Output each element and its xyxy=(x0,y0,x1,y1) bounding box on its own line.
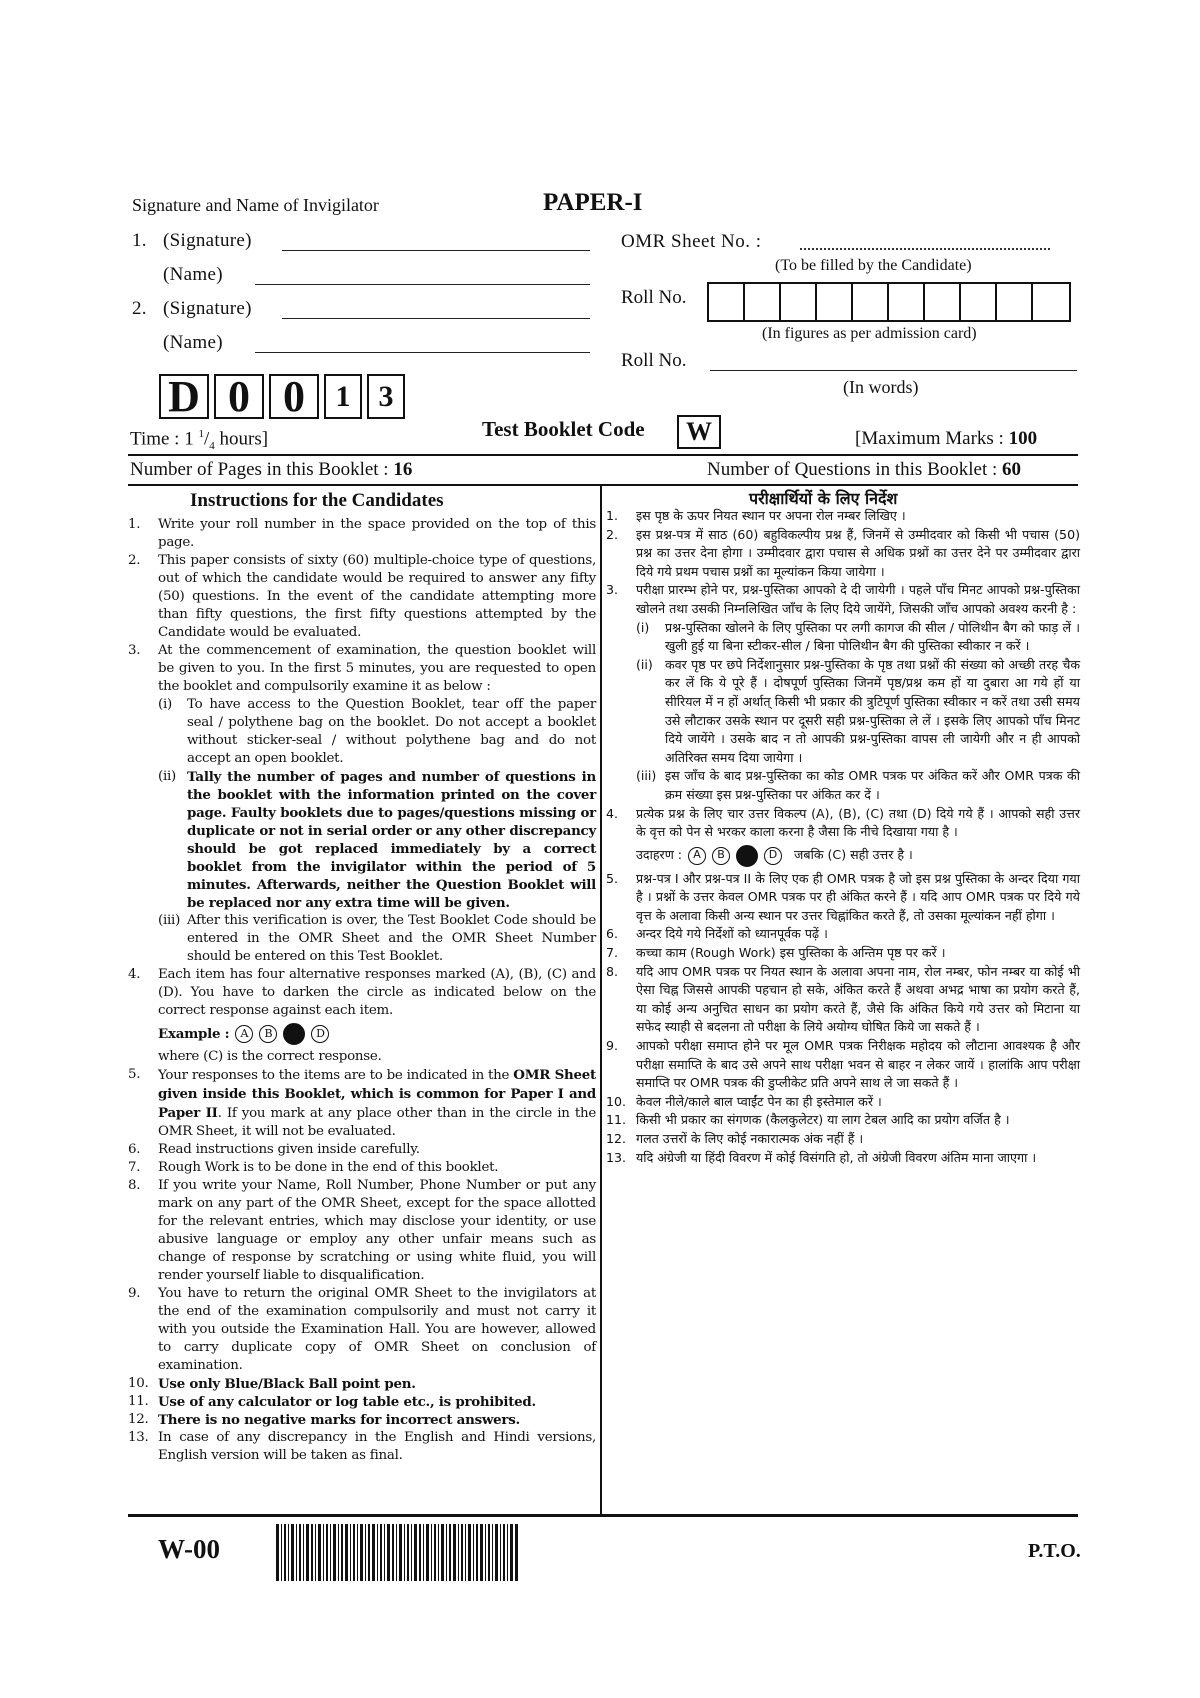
item-text: Tally the number of pages and number of questions in the booklet with the information printed on the cover page. Faulty booklets due to pages/questions missing or duplicate or not in serial order or any other discrepancy should be got replaced immediately by a correct booklet from the invigilator within the period of 5 minutes. Afterwards, neither the Question Booklet will be replaced nor any extra time will be given. xyxy=(187,769,596,911)
instruction-subitem xyxy=(636,619,1080,656)
instruction-item xyxy=(128,1066,596,1141)
header-divider xyxy=(128,454,1078,456)
questions-count-label: Number of Questions in this Booklet : xyxy=(707,459,998,480)
footer-rule xyxy=(128,1514,1078,1517)
instruction-item xyxy=(606,581,1080,618)
item-text: आपको परीक्षा समाप्त होने पर मूल OMR पत्रक निरीक्षक महोदय को लौटाना आवश्यक है और परीक्षा समाप्ति के बाद उसे अपने साथ परीक्षा भवन से बाहर न लेकर जायें । हालांकि आप परीक्षा समाप्ति पर OMR पत्रक की डुप्लीकेट प्रति अपने साथ ले जा सकते हैं । xyxy=(636,1038,1080,1091)
item-number: 9. xyxy=(128,1286,141,1301)
item-number: 11. xyxy=(128,1394,149,1409)
example-label: Example : xyxy=(158,1026,230,1042)
item-number: (iii) xyxy=(636,768,657,784)
item-number: 7. xyxy=(128,1160,141,1175)
example-note-text: जबकि (C) सही उत्तर है । xyxy=(794,847,913,863)
instruction-item xyxy=(606,805,1080,842)
roll-words-label: Roll No. xyxy=(621,350,687,371)
hindi-instructions-title: परीक्षार्थियों के लिए निर्देश xyxy=(749,489,898,508)
name-2-label: (Name) xyxy=(163,332,223,353)
item-number: 8. xyxy=(606,963,619,979)
item-text: Rough Work is to be done in the end of this booklet. xyxy=(158,1160,499,1175)
instruction-item xyxy=(606,944,1080,963)
roll-number-box[interactable] xyxy=(925,284,961,320)
item-text: After this verification is over, the Test Booklet Code should be entered in the OMR Sheet and the OMR Sheet Number should be entered on this Test Booklet. xyxy=(187,913,596,964)
roll-number-box[interactable] xyxy=(781,284,817,320)
instruction-item xyxy=(606,507,1080,526)
item-number: 5. xyxy=(128,1067,141,1082)
option-c-filled-bubble xyxy=(283,1023,305,1045)
roll-number-note: (In figures as per admission card) xyxy=(762,325,977,342)
item-text: This paper consists of sixty (60) multiple-choice type of questions, out of which the candidate would be required to answer any fifty (50) questions. In the event of the candidate attempting more than fifty questions, the first fifty questions attempted by the Candidate would be evaluated. xyxy=(158,553,596,640)
instruction-item xyxy=(128,1393,596,1411)
item-number: (iii) xyxy=(158,913,181,928)
item-text: प्रश्न-पुस्तिका खोलने के लिए पुस्तिका पर लगी कागज की सील / पोलिथीन बैग को फाड़ लें । खुली हुई या बिना स्टीकर-सील / बिना पोलिथीन बैग की पुस्तिका स्वीकार न करें । xyxy=(665,619,1080,654)
barcode-icon xyxy=(276,1524,518,1581)
item-text: At the commencement of examination, the question booklet will be given to you. In the first 5 minutes, you are requested to open the booklet and compulsorily examine it as below : xyxy=(158,643,596,694)
time-suffix: hours] xyxy=(219,428,269,450)
maximum-marks xyxy=(855,428,1037,450)
item-text: Read instructions given inside carefully. xyxy=(158,1142,420,1157)
signature-1-number: 1. xyxy=(132,230,147,251)
test-booklet-code-value: W xyxy=(677,415,721,449)
signature-2-line[interactable] xyxy=(282,318,590,319)
item-number: 2. xyxy=(128,553,141,568)
item-number: (ii) xyxy=(636,656,653,672)
signature-2-number: 2. xyxy=(132,298,147,319)
instruction-subitem xyxy=(636,656,1080,768)
time-fraction-numerator: 1 xyxy=(198,428,204,440)
instruction-item xyxy=(128,966,596,1020)
maximum-marks-value: 100 xyxy=(1008,428,1038,449)
item-text: You have to return the original OMR Sheet to the invigilators at the end of the examination compulsorily and must not carry it with you outside the Examination Hall. You are however, allowed to carry duplicate copy of OMR Sheet on conclusion of examination. xyxy=(158,1286,596,1373)
instruction-item xyxy=(606,963,1080,1037)
roll-number-box[interactable] xyxy=(709,284,745,320)
option-a-bubble: A xyxy=(235,1025,253,1043)
item-number: 1. xyxy=(128,517,141,532)
item-number: 6. xyxy=(128,1142,141,1157)
columns-top-rule xyxy=(128,484,1078,486)
item-number: 3. xyxy=(606,582,619,598)
maximum-marks-label: [Maximum Marks : xyxy=(855,428,1004,449)
instruction-item xyxy=(128,642,596,696)
booklet-serial-code xyxy=(159,374,405,419)
instruction-item xyxy=(128,1141,596,1159)
signature-2-label: (Signature) xyxy=(163,298,252,319)
instruction-item xyxy=(606,1111,1080,1130)
roll-number-box[interactable] xyxy=(817,284,853,320)
item-number: 5. xyxy=(606,870,619,886)
code-char: 1 xyxy=(324,374,362,419)
instruction-subitem xyxy=(158,696,596,768)
roll-words-field[interactable] xyxy=(710,370,1077,371)
option-d-bubble: D xyxy=(311,1025,329,1043)
instruction-item xyxy=(606,1093,1080,1112)
item-text: इस प्रश्न-पत्र में साठ (60) बहुविकल्पीय प्रश्न हैं, जिनमें से उम्मीदवार को किसी भी पचास (50) प्रश्न का उत्तर देना होगा । उम्मीदवार द्वारा पचास से अधिक प्रश्नों का उत्तर देने पर उम्मीदवार द्वारा दिये गये प्रथम पचास प्रश्नों का मूल्यांकन किया जायेगा । xyxy=(636,526,1080,579)
instruction-item xyxy=(606,925,1080,944)
item-number: (ii) xyxy=(158,769,177,784)
name-1-line[interactable] xyxy=(255,284,590,285)
option-a-bubble: A xyxy=(688,847,706,865)
omr-sheet-number-field[interactable] xyxy=(800,248,1050,250)
item-text: अन्दर दिये गये निर्देशों को ध्यानपूर्वक पढ़ें । xyxy=(636,926,828,942)
item-text: There is no negative marks for incorrect answers. xyxy=(158,1412,520,1428)
item-text: प्रश्न-पत्र I और प्रश्न-पत्र II के लिए एक ही OMR पत्रक है जो इस प्रश्न पुस्तिका के अन्दर दिया गया है । प्रश्नों के उत्तर केवल OMR पत्रक पर ही अंकित करने हैं । यदि आप OMR पत्रक पर दिये गये वृत्त के अलावा किसी अन्य स्थान पर उत्तर चिह्नांकित करते हैं, तो उसका मूल्यांकन नहीं होगा । xyxy=(636,870,1080,923)
item-text: Use of any calculator or log table etc., is prohibited. xyxy=(158,1394,536,1410)
item-text xyxy=(158,1066,596,1141)
signature-2-row xyxy=(132,298,252,320)
signature-1-line[interactable] xyxy=(282,250,590,251)
code-char: 3 xyxy=(367,374,405,419)
english-instructions-title: Instructions for the Candidates xyxy=(190,490,444,511)
invigilator-heading: Signature and Name of Invigilator xyxy=(132,195,379,215)
option-d-bubble: D xyxy=(764,847,782,865)
time-allowed: Time : 1 $^1/_4$ hours] xyxy=(130,428,269,453)
item-text: कवर पृष्ठ पर छपे निर्देशानुसार प्रश्न-पुस्तिका के पृष्ठ तथा प्रश्नों की संख्या को अच्छी तरह चैक कर लें कि ये पूरे हैं । दोषपूर्ण पुस्तिका जिनमें पृष्ठ/प्रश्न कम हों या दुबारा आ गये हों या सीरियल में न हों अर्थात् किसी भी प्रकार की त्रुटिपूर्ण पुस्तिका स्वीकार न करें तथा उसी समय उसे लौटाकर उसके स्थान पर दूसरी सही प्रश्न-पुस्तिका ले लें । इसके लिए आपको पाँच मिनट दिये जायेंगे । उसके बाद न तो आपकी प्रश्न-पुस्तिका वापस ली जायेगी और न ही आपको अतिरिक्त समय दिया जायेगा । xyxy=(665,656,1080,765)
example-note-text: where (C) is the correct response. xyxy=(158,1049,382,1064)
roll-number-box[interactable] xyxy=(853,284,889,320)
name-1-label: (Name) xyxy=(163,264,223,285)
item-text: यदि अंग्रेजी या हिंदी विवरण में कोई विसंगति हो, तो अंग्रेजी विवरण अंतिम माना जाएगा । xyxy=(636,1149,1037,1165)
questions-count xyxy=(707,459,1021,481)
example-label: उदाहरण : xyxy=(636,847,683,863)
item-text: किसी भी प्रकार का संगणक (कैलकुलेटर) या लाग टेबल आदि का प्रयोग वर्जित है । xyxy=(636,1112,1010,1128)
item-number: (i) xyxy=(158,697,172,712)
pages-count-value: 16 xyxy=(393,459,413,480)
signature-1-label: (Signature) xyxy=(163,230,252,251)
instruction-item xyxy=(606,1130,1080,1149)
item-number: 13. xyxy=(128,1430,149,1445)
item-text-part: . If you mark at any place other than in the circle in the OMR Sheet, it will not be evaluated. xyxy=(158,1106,597,1139)
item-text: प्रत्येक प्रश्न के लिए चार उत्तर विकल्प (A), (B), (C) तथा (D) दिये गये हैं । आपको सही उत्तर के वृत्त को पेन से भरकर काला करना है जैसा कि नीचे दिखाया गया है । xyxy=(636,805,1080,840)
instruction-item xyxy=(606,870,1080,926)
item-text: कच्चा काम (Rough Work) इस पुस्तिका के अन्तिम पृष्ठ पर करें । xyxy=(636,945,946,961)
item-text: इस जाँच के बाद प्रश्न-पुस्तिका का कोड OMR पत्रक पर अंकित करें और OMR पत्रक की क्रम संख्या इस प्रश्न-पुस्तिका पर अंकित कर दें । xyxy=(665,768,1080,802)
time-prefix: Time : 1 xyxy=(130,428,194,450)
code-char: D xyxy=(159,374,209,419)
item-number: 12. xyxy=(128,1412,149,1427)
english-example xyxy=(158,1023,596,1045)
item-text: परीक्षा प्रारम्भ होने पर, प्रश्न-पुस्तिका आपको दे दी जायेगी । पहले पाँच मिनट आपको प्रश्न-पुस्तिका खोलने तथा उसकी निम्नलिखित जाँच के लिए दिये जायेंगे, जिसकी जाँच आपको अवश्य करनी है : xyxy=(636,582,1080,616)
hindi-example xyxy=(636,845,1080,867)
instruction-item xyxy=(128,516,596,552)
item-text: गलत उत्तरों के लिए कोई नकारात्मक अंक नहीं हैं । xyxy=(636,1131,864,1146)
instruction-item xyxy=(606,1149,1080,1168)
hindi-instructions xyxy=(606,507,1080,1167)
roll-number-box[interactable] xyxy=(745,284,781,320)
item-text: Write your roll number in the space provided on the top of this page. xyxy=(158,517,596,550)
signature-1-row xyxy=(132,230,252,252)
instruction-subitem xyxy=(636,767,1080,804)
please-turn-over: P.T.O. xyxy=(1028,1540,1081,1562)
footer-booklet-code: W-00 xyxy=(158,1534,220,1564)
omr-sheet-label: OMR Sheet No. : xyxy=(621,231,762,252)
example-note xyxy=(158,1048,596,1066)
item-text: To have access to the Question Booklet, tear off the paper seal / polythene bag on the booklet. Do not accept a booklet without sticker-seal / without polythene bag and do not accept an open booklet. xyxy=(187,697,596,766)
instruction-item xyxy=(128,1177,596,1285)
instruction-item xyxy=(128,552,596,642)
instruction-subitem xyxy=(158,912,596,966)
item-number: 11. xyxy=(606,1112,627,1128)
item-number: 7. xyxy=(606,945,619,961)
option-c-filled-bubble xyxy=(736,845,758,867)
instruction-item xyxy=(128,1375,596,1393)
questions-count-value: 60 xyxy=(1002,459,1022,480)
roll-words-note: (In words) xyxy=(843,377,919,397)
item-number: 1. xyxy=(606,508,619,523)
item-number: 13. xyxy=(606,1149,627,1165)
item-text-part: Your responses to the items are to be indicated in the xyxy=(158,1068,514,1083)
roll-number-box[interactable] xyxy=(889,284,925,320)
item-text: इस पृष्ठ के ऊपर नियत स्थान पर अपना रोल नम्बर लिखिए । xyxy=(636,508,906,523)
instruction-item xyxy=(128,1285,596,1375)
time-fraction-denominator: 4 xyxy=(209,440,215,453)
instruction-item xyxy=(128,1429,596,1465)
roll-number-label: Roll No. xyxy=(621,287,687,308)
roll-number-box[interactable] xyxy=(997,284,1033,320)
item-text: Use only Blue/Black Ball point pen. xyxy=(158,1376,416,1392)
instruction-item xyxy=(128,1411,596,1429)
item-number: 12. xyxy=(606,1131,627,1146)
omr-sheet-note: (To be filled by the Candidate) xyxy=(775,257,972,274)
item-text: In case of any discrepancy in the English and Hindi versions, English version will be taken as final. xyxy=(158,1430,596,1463)
roll-number-box[interactable] xyxy=(1033,284,1069,320)
roll-number-box[interactable] xyxy=(961,284,997,320)
code-char: 0 xyxy=(214,374,264,419)
item-number: 10. xyxy=(606,1093,627,1109)
item-number: 2. xyxy=(606,526,619,542)
option-b-bubble: B xyxy=(712,847,730,865)
item-number: 4. xyxy=(606,805,619,821)
paper-title: PAPER-I xyxy=(543,189,643,216)
test-booklet-code-label: Test Booklet Code xyxy=(482,417,645,441)
item-text: यदि आप OMR पत्रक पर नियत स्थान के अलावा अपना नाम, रोल नम्बर, फोन नम्बर या कोई भी ऐसा चिह्न जिससे आपकी पहचान हो सके, अंकित करते हैं अथवा अभद्र भाषा का प्रयोग करते हैं, या कोई अन्य अनुचित साधन का प्रयोग करते हैं, जैसे कि अंकित किये गये उत्तर को मिटाना या सफेद स्याही से बदलना तो परीक्षा के लिये अयोग्य घोषित किये जा सकते हैं । xyxy=(636,963,1080,1035)
instruction-subitem xyxy=(158,768,596,912)
item-text-bold: OMR Sheet given inside this Booklet, which is common for Paper I and Paper II xyxy=(158,1067,596,1121)
instruction-item xyxy=(128,1159,596,1177)
item-number: 6. xyxy=(606,926,619,942)
item-number: 3. xyxy=(128,643,141,658)
item-number: 10. xyxy=(128,1376,149,1391)
item-number: 8. xyxy=(128,1178,141,1193)
code-char: 0 xyxy=(269,374,319,419)
item-text: Each item has four alternative responses marked (A), (B), (C) and (D). You have to darken the circle as indicated below on the correct response against each item. xyxy=(158,967,596,1018)
english-instructions xyxy=(128,516,596,1465)
item-text: If you write your Name, Roll Number, Phone Number or put any mark on any part of the OMR Sheet, except for the space allotted for the relevant entries, which may disclose your identity, or use abusive language or employ any other unfair means such as change of response by scratching or using white fluid, you will render yourself liable to disqualification. xyxy=(158,1178,596,1283)
item-text: केवल नीले/काले बाल प्वाईंट पेन का ही इस्तेमाल करें । xyxy=(636,1093,882,1109)
name-2-line[interactable] xyxy=(255,352,590,353)
pages-count xyxy=(130,459,412,481)
item-number: (i) xyxy=(636,619,650,635)
instruction-item xyxy=(606,526,1080,582)
column-divider xyxy=(600,484,602,1514)
option-b-bubble: B xyxy=(259,1025,277,1043)
instruction-item xyxy=(606,1037,1080,1093)
pages-count-label: Number of Pages in this Booklet : xyxy=(130,459,389,480)
item-number: 4. xyxy=(128,967,141,982)
item-number: 9. xyxy=(606,1038,619,1054)
roll-number-boxes[interactable] xyxy=(707,282,1071,322)
